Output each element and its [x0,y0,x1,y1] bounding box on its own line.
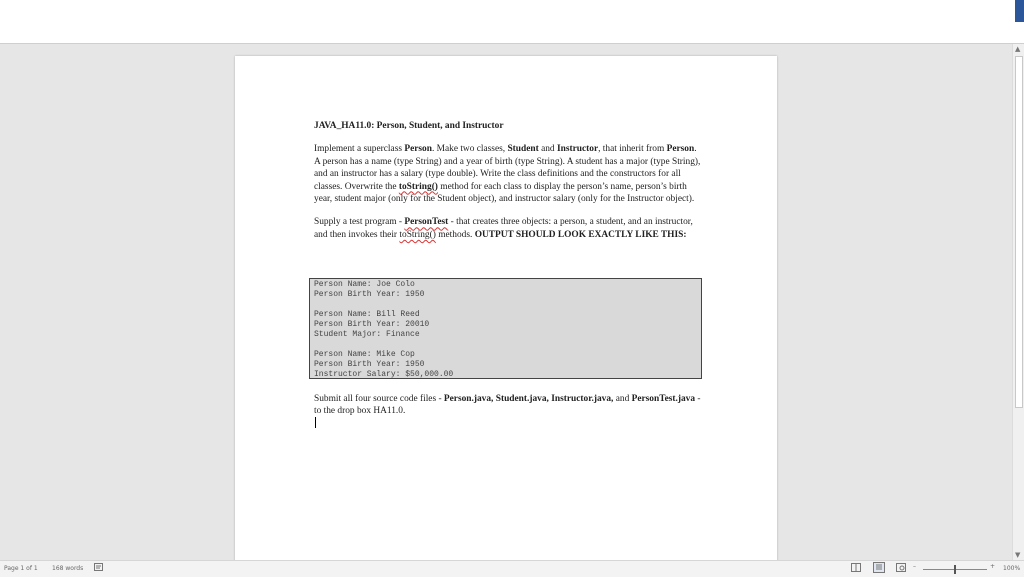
print-layout-icon[interactable] [873,562,885,575]
output-line [314,340,697,350]
zoom-level[interactable]: 100% [1003,565,1021,572]
read-mode-icon[interactable] [851,563,861,574]
zoom-in-button[interactable]: + [990,563,996,570]
output-line: Person Birth Year: 1950 [314,290,425,299]
text-run: Implement a superclass [314,144,405,155]
zoom-slider-thumb[interactable] [954,565,956,574]
word-count[interactable]: 168 words [52,565,84,572]
proofing-icon[interactable] [94,563,104,574]
text-run: . Make two classes, [431,144,508,155]
paragraph-submit [314,393,704,418]
zoom-out-button[interactable]: – [913,563,916,570]
output-line: Person Birth Year: 1950 [314,360,425,369]
ribbon-area [0,0,1024,44]
scroll-thumb[interactable] [1015,56,1023,408]
scroll-up-icon[interactable]: ▲ [1015,45,1021,53]
text-run-spellcheck: toString() [398,181,438,192]
paragraph-intro [314,143,704,205]
paragraph-test-program [314,216,704,241]
text-run: and [538,144,557,155]
scroll-down-icon[interactable]: ▼ [1015,551,1021,559]
text-run: - that creates three objects: a person, a student, and an instructor, and then invokes their [314,217,693,240]
output-line [314,300,697,310]
output-line: Instructor Salary: $50,000.00 [314,370,454,379]
text-run: Supply a test program - [314,217,405,228]
page-count[interactable]: Page 1 of 1 [4,565,38,572]
text-run-bold: PersonTest.java [631,394,696,404]
text-run-spellcheck: PersonTest [404,217,449,228]
title-bar-accent [1015,0,1024,22]
text-run-spellcheck: toString() [399,229,436,240]
text-cursor [315,417,316,428]
output-line: Student Major: Finance [314,330,420,339]
text-run-bold: Student [507,144,539,155]
web-layout-icon[interactable] [896,563,906,574]
status-bar [0,560,1024,577]
output-line: Person Name: Joe Colo [314,280,415,289]
output-line: Person Name: Bill Reed [314,310,420,319]
text-run: methods. [435,229,475,240]
output-line: Person Birth Year: 20010 [314,320,430,329]
text-run: method for each class to display the person’s name, person’s birth year, student major (only for the Student object), and instructor salary (only for the Instructor object). [314,181,695,205]
text-run-bold: Instructor [556,144,599,155]
document-title: JAVA_HA11.0: Person, Student, and Instructor [314,121,504,131]
text-run: . A person has a name (type String) and a year of birth (type String). A student has a major (type String), and an instructor has a salary (type double). Write the class definitions and the constructors for all classes. Overwrite the [314,144,701,192]
text-run: Submit all four source code files - [314,394,444,404]
output-line: Person Name: Mike Cop [314,350,415,359]
text-run-bold: Person [404,144,432,155]
text-run-bold: Person [666,144,695,155]
text-run-bold: OUTPUT SHOULD LOOK EXACTLY LIKE THIS: [474,229,687,240]
vertical-scrollbar[interactable] [1012,44,1024,560]
text-run: , that inherit from [598,144,667,155]
text-run: - to the drop box HA11.0. [314,394,701,417]
text-run: and [613,394,632,404]
document-body[interactable] [314,120,704,241]
output-sample-box [309,278,702,379]
text-run-bold: Person.java, Student.java, Instructor.java, [443,394,614,404]
